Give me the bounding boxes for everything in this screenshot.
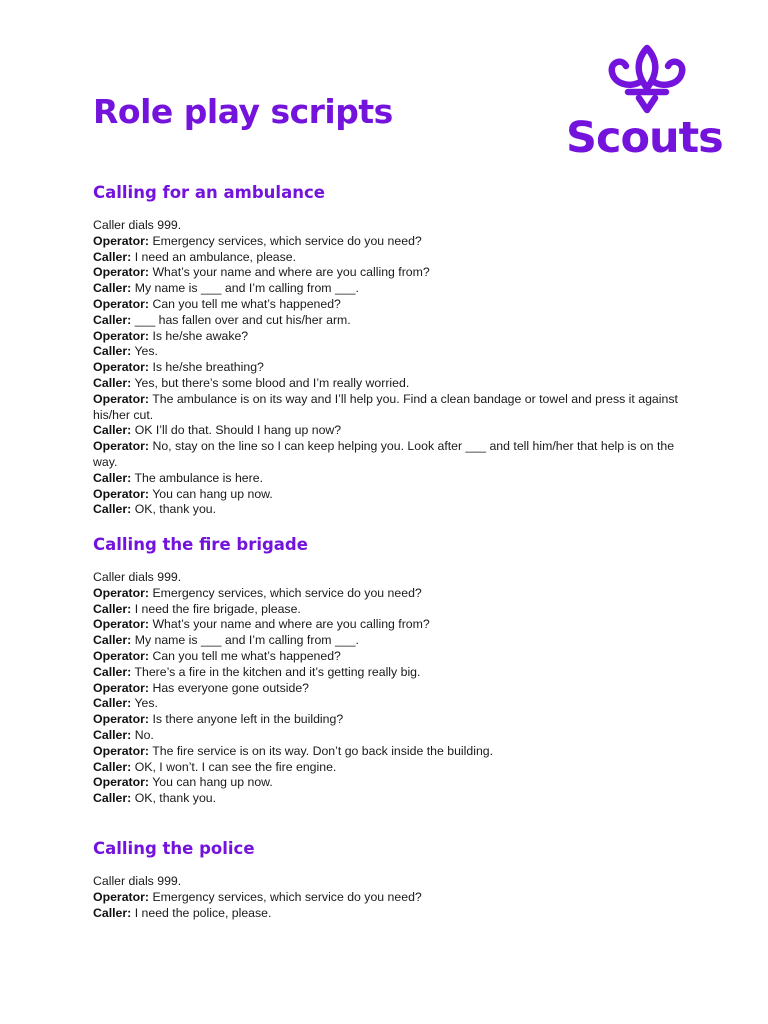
utterance-text: OK, I won’t. I can see the fire engine.: [131, 759, 337, 774]
utterance-text: Is there anyone left in the building?: [149, 712, 344, 727]
dialogue-line: [93, 265, 683, 281]
dialogue-line: [93, 423, 683, 439]
utterance-text: What’s your name and where are you calling from?: [149, 265, 430, 280]
dialogue-line: [93, 439, 683, 471]
dialogue-line: [93, 775, 683, 791]
dialogue-line: [93, 487, 683, 503]
dialogue-line: [93, 712, 683, 728]
dialogue-line: [93, 633, 683, 649]
speaker-label: Caller:: [93, 344, 132, 359]
dialogue-line: [93, 906, 683, 922]
speaker-label: Operator:: [93, 360, 150, 375]
utterance-text: You can hang up now.: [149, 775, 273, 790]
speaker-label: Operator:: [93, 680, 150, 695]
utterance-text: There’s a fire in the kitchen and it’s getting really big.: [131, 664, 421, 679]
utterance-text: I need the fire brigade, please.: [131, 601, 301, 616]
speaker-label: Caller:: [93, 727, 132, 742]
dialogue-line: [93, 297, 683, 313]
dialogue-line: [93, 665, 683, 681]
dialogue-line: [93, 586, 683, 602]
dialogue-line: [93, 890, 683, 906]
speaker-label: Operator:: [93, 712, 150, 727]
dialogue-line: [93, 502, 683, 518]
speaker-label: Operator:: [93, 743, 150, 758]
speaker-label: Operator:: [93, 296, 150, 311]
utterance-text: Caller dials 999.: [93, 218, 182, 232]
dialogue-list: [93, 874, 683, 921]
dialogue-line: [93, 392, 683, 424]
utterance-text: You can hang up now.: [149, 486, 273, 501]
dialogue-line: [93, 360, 683, 376]
speaker-label: Operator:: [93, 233, 150, 248]
dialogue-line: [93, 744, 683, 760]
speaker-label: Operator:: [93, 775, 150, 790]
speaker-label: Caller:: [93, 791, 132, 806]
scouts-logo: [562, 44, 732, 168]
speaker-label: Operator:: [93, 648, 150, 663]
dialogue-line: [93, 313, 683, 329]
utterance-text: The ambulance is on its way and I’ll help you. Find a clean bandage or towel and press it against his/her cut.: [93, 391, 678, 422]
utterance-text: Yes.: [131, 696, 158, 711]
dialogue-line: [93, 874, 683, 890]
dialogue-line: [93, 376, 683, 392]
dialogue-line: [93, 344, 683, 360]
speaker-label: Caller:: [93, 696, 132, 711]
utterance-text: My name is ___ and I’m calling from ___.: [131, 281, 359, 296]
speaker-label: Caller:: [93, 423, 132, 438]
page-title: Role play scripts: [93, 92, 393, 131]
utterance-text: I need the police, please.: [131, 905, 272, 920]
utterance-text: I need an ambulance, please.: [131, 249, 297, 264]
speaker-label: Caller:: [93, 312, 132, 327]
dialogue-line: [93, 617, 683, 633]
dialogue-line: [93, 760, 683, 776]
speaker-label: Caller:: [93, 664, 132, 679]
utterance-text: Is he/she awake?: [149, 328, 249, 343]
section-heading: Calling the police: [93, 839, 255, 858]
utterance-text: Yes.: [131, 344, 158, 359]
section-ambulance: [93, 181, 683, 518]
utterance-text: Caller dials 999.: [93, 874, 182, 888]
dialogue-line: [93, 281, 683, 297]
speaker-label: Operator:: [93, 585, 150, 600]
logo-wordmark: Scouts: [566, 113, 723, 163]
speaker-label: Operator:: [93, 391, 150, 406]
dialogue-line: [93, 329, 683, 345]
dialogue-line: [93, 728, 683, 744]
utterance-text: My name is ___ and I’m calling from ___.: [131, 633, 359, 648]
dialogue-line: [93, 234, 683, 250]
speaker-label: Caller:: [93, 502, 132, 517]
speaker-label: Operator:: [93, 265, 150, 280]
utterance-text: OK, thank you.: [131, 502, 217, 517]
utterance-text: No, stay on the line so I can keep helping you. Look after ___ and tell him/her that help is on the way.: [93, 439, 675, 469]
speaker-label: Caller:: [93, 633, 132, 648]
dialogue-line: [93, 471, 683, 487]
speaker-label: Operator:: [93, 486, 150, 501]
fleur-de-lis-icon: [606, 44, 688, 116]
utterance-text: Emergency services, which service do you need?: [149, 233, 422, 248]
utterance-text: Is he/she breathing?: [149, 360, 264, 375]
section-fire-brigade: [93, 533, 683, 807]
dialogue-line: [93, 602, 683, 618]
speaker-label: Caller:: [93, 759, 132, 774]
speaker-label: Caller:: [93, 249, 132, 264]
speaker-label: Operator:: [93, 617, 150, 632]
utterance-text: Emergency services, which service do you need?: [149, 889, 422, 904]
utterance-text: Can you tell me what’s happened?: [149, 296, 341, 311]
utterance-text: The fire service is on its way. Don’t go back inside the building.: [149, 743, 494, 758]
dialogue-line: [93, 791, 683, 807]
section-heading: Calling for an ambulance: [93, 183, 325, 202]
dialogue-line: [93, 649, 683, 665]
utterance-text: Emergency services, which service do you need?: [149, 585, 422, 600]
utterance-text: OK, thank you.: [131, 791, 217, 806]
speaker-label: Caller:: [93, 375, 132, 390]
utterance-text: OK I’ll do that. Should I hang up now?: [131, 423, 342, 438]
speaker-label: Caller:: [93, 470, 132, 485]
utterance-text: Yes, but there’s some blood and I’m really worried.: [131, 375, 410, 390]
section-police: [93, 837, 683, 921]
utterance-text: Can you tell me what’s happened?: [149, 648, 341, 663]
utterance-text: Has everyone gone outside?: [149, 680, 309, 695]
dialogue-line: [93, 696, 683, 712]
speaker-label: Operator:: [93, 328, 150, 343]
dialogue-list: [93, 218, 683, 518]
dialogue-line: [93, 250, 683, 266]
speaker-label: Caller:: [93, 601, 132, 616]
speaker-label: Caller:: [93, 905, 132, 920]
dialogue-list: [93, 570, 683, 807]
speaker-label: Caller:: [93, 281, 132, 296]
speaker-label: Operator:: [93, 439, 150, 454]
dialogue-line: [93, 570, 683, 586]
utterance-text: Caller dials 999.: [93, 570, 182, 584]
utterance-text: ___ has fallen over and cut his/her arm.: [131, 312, 351, 327]
dialogue-line: [93, 218, 683, 234]
utterance-text: No.: [131, 727, 154, 742]
dialogue-line: [93, 681, 683, 697]
section-heading: Calling the fire brigade: [93, 535, 308, 554]
utterance-text: What’s your name and where are you calling from?: [149, 617, 430, 632]
utterance-text: The ambulance is here.: [131, 470, 263, 485]
speaker-label: Operator:: [93, 889, 150, 904]
